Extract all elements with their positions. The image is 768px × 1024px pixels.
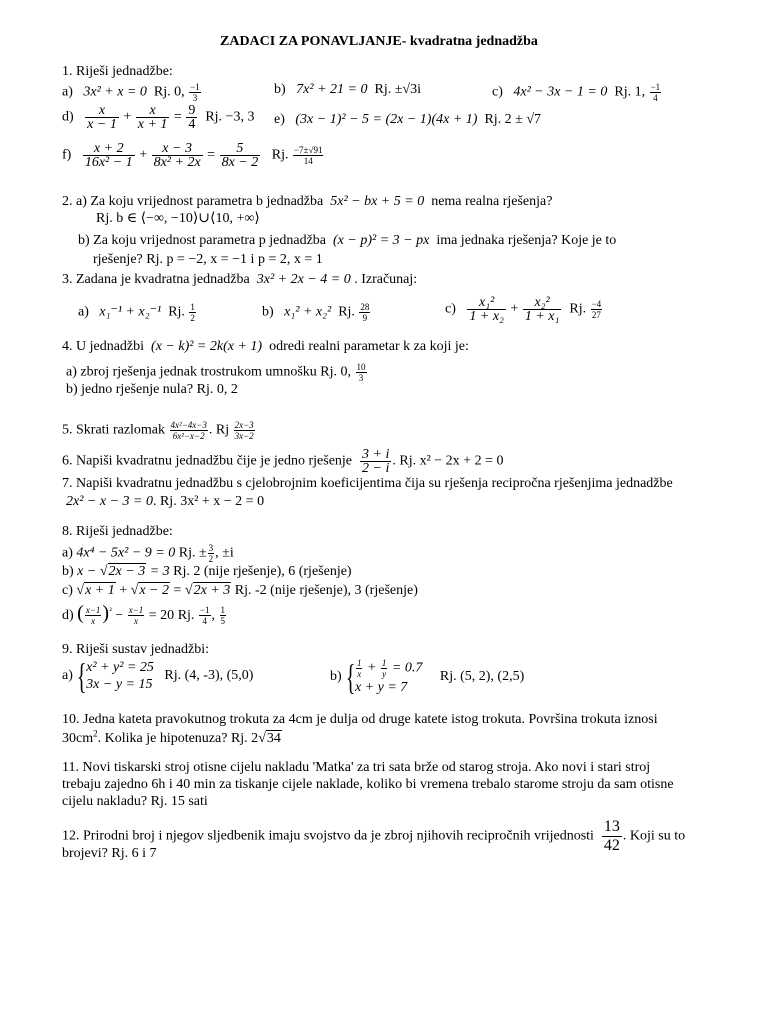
numerator: x₂² <box>523 296 562 310</box>
denominator: 1 + x₂ <box>469 309 504 324</box>
question-text: 12. Prirodni broj i njegov sljedbenik imaju svojstvo da je zbroj njihovih recipročnih vrijednosti <box>62 828 594 844</box>
numerator: x <box>136 104 170 118</box>
answer-fraction <box>591 299 603 320</box>
answer-fraction <box>650 82 662 103</box>
numerator: 10 <box>356 362 366 372</box>
label-d: d) <box>62 109 74 125</box>
fraction <box>85 605 102 626</box>
problem-2b-answer: rješenje? Rj. p = −2, x = −1 i p = 2, x = 1 <box>93 252 323 267</box>
answer: . Rj. 3x² + x − 2 = 0 <box>152 494 265 509</box>
label-f: f) <box>62 147 72 163</box>
problem-10-line1: 10. Jedna kateta pravokutnog trokuta za 4cm je dulja od druge katete istog trokuta. Površina trokuta iznosi <box>62 712 658 727</box>
exponent: 2 <box>93 728 98 739</box>
answer-fraction <box>356 362 367 383</box>
numerator: 1 <box>190 302 195 312</box>
text: . Kolika je hipotenuza? Rj. 2 <box>97 731 259 746</box>
fraction <box>186 104 197 131</box>
label-c: c) <box>492 84 503 100</box>
answer: Rj. <box>177 608 198 623</box>
problem-4b: b) jedno rješenje nula? Rj. 0, 2 <box>66 382 238 397</box>
radicand: x − 2 <box>139 583 170 598</box>
answer: Rj. 2 (nije rješenje), 6 (rješenje) <box>173 564 352 579</box>
numerator: x−1 <box>128 605 144 616</box>
equation-1: x² + y² = 25 <box>86 660 154 675</box>
fraction <box>128 605 145 626</box>
problem-9b <box>330 658 524 696</box>
numerator: −7±√91 <box>293 145 323 155</box>
radicand: 2x − 3 <box>108 564 146 579</box>
denominator: 3 <box>358 373 364 383</box>
problem-8a <box>62 543 234 564</box>
numerator: 4x²−4x−3 <box>170 420 207 430</box>
fraction <box>356 658 363 679</box>
label-b: b) <box>274 82 286 97</box>
equals: = 20 <box>145 608 175 623</box>
fraction <box>220 142 261 169</box>
question-tail: . Izračunaj: <box>354 272 418 287</box>
numerator: 3 <box>208 543 214 553</box>
equation: 4x⁴ − 5x² − 9 = 0 <box>76 545 176 561</box>
answer: Rj. 0, <box>153 84 189 100</box>
problem-11-line1: 11. Novi tiskarski stroj otisne cijelu nakladu 'Matka' za tri sata brže od starog stroja. Ako novi i stari stroj <box>62 760 651 775</box>
question-text: 3. Zadana je kvadratna jednadžba <box>62 272 250 287</box>
system <box>86 659 154 693</box>
plus-sign: + <box>115 583 131 598</box>
problem-7-line2 <box>66 494 264 510</box>
equation: 2x² − x − 3 = 0 <box>66 494 153 509</box>
numerator: 28 <box>360 302 370 312</box>
brace-icon: { <box>345 657 356 697</box>
denominator: 8x − 2 <box>221 155 259 170</box>
problem-9a <box>62 658 253 694</box>
numerator: 2x−3 <box>234 420 254 430</box>
label-c: c) <box>62 583 73 598</box>
numerator: −4 <box>591 299 602 309</box>
denominator: 8x² + 2x <box>153 155 201 170</box>
denominator: y <box>382 669 387 679</box>
question-tail: ima jednaka rješenja? Koje je to <box>436 233 617 248</box>
denominator: 1 + x₁ <box>524 309 560 324</box>
answer: Rj. -2 (nije rješenje), 3 (rješenje) <box>234 583 418 598</box>
denominator: 3x−2 <box>234 431 254 441</box>
plus-sign: + <box>139 147 148 163</box>
answer-fraction <box>208 543 215 564</box>
problem-1b <box>274 82 421 98</box>
problem-2b <box>78 233 616 249</box>
answer-fraction <box>234 420 255 441</box>
denominator: x <box>133 616 138 627</box>
expression: x₁² + x₂² <box>284 304 332 320</box>
answer: Rj. ± <box>178 545 207 561</box>
label-b: b) <box>262 304 274 320</box>
problem-3c <box>445 296 603 323</box>
denominator: x <box>357 669 362 679</box>
numerator: −1 <box>190 82 200 92</box>
equation: 3x² + x = 0 <box>83 84 147 100</box>
problem-1f <box>62 142 324 169</box>
numerator: x₁² <box>467 296 506 310</box>
question-text: 2. a) Za koju vrijednost parametra b jednadžba <box>62 194 324 209</box>
numerator: x − 3 <box>152 142 203 156</box>
problem-1d <box>62 104 254 131</box>
denominator: x − 1 <box>87 117 117 132</box>
denominator: 2 − i <box>362 461 390 476</box>
answer: Rj. <box>168 304 189 320</box>
answer: . Rj. x² − 2x + 2 = 0 <box>392 453 504 469</box>
answer-fraction <box>293 145 323 166</box>
label-a: a) <box>62 545 73 561</box>
numerator: x + 2 <box>83 142 135 156</box>
numerator: −1 <box>199 605 210 616</box>
equation: 7x² + 21 = 0 <box>296 82 368 97</box>
problem-10-line2: $30cm^2$. Kolika je hipotenuza? Rj. 2√34 <box>62 728 281 746</box>
problem-2a-answer: Rj. b ∈ ⟨−∞, −10⟩∪⟨10, +∞⟩ <box>96 211 260 226</box>
equals-value: = 0.7 <box>391 660 423 676</box>
plus-sign: + <box>123 109 132 125</box>
problem-7-line1: 7. Napiši kvadratnu jednadžbu s cjelobrojnim koeficijentima čija su rješenja recipročna rješenjima jednadžbe <box>62 476 673 491</box>
problem-5 <box>62 420 256 441</box>
equals-sign: = <box>207 147 216 163</box>
radicand: 34 <box>266 731 281 746</box>
denominator: 16x² − 1 <box>84 155 133 170</box>
numerator: −1 <box>650 82 661 92</box>
fraction <box>381 658 388 679</box>
text: 30cm <box>62 731 94 746</box>
fraction <box>85 104 119 131</box>
numerator: 3 + i <box>362 447 390 462</box>
label-b: b) <box>330 669 342 685</box>
numerator: 1 <box>220 605 225 616</box>
question-text: 6. Napiši kvadratnu jednadžbu čije je jedno rješenje <box>62 453 353 469</box>
numerator: 1 <box>356 658 362 668</box>
equation: (3x − 1)² − 5 = (2x − 1)(4x + 1) <box>295 112 478 127</box>
problem-1a <box>62 82 202 103</box>
fraction <box>602 818 622 855</box>
question-text: 5. Skrati razlomak <box>62 422 166 438</box>
equation-2: x + y = 7 <box>354 680 408 695</box>
denominator: 6x²−x−2 <box>172 431 205 441</box>
plus-sign: + <box>510 301 519 317</box>
numerator: x−1 <box>85 605 101 616</box>
denominator: 2 <box>190 313 195 323</box>
answer-fraction <box>359 302 370 323</box>
denominator: 4 <box>188 117 196 132</box>
question-text: 4. U jednadžbi <box>62 339 145 354</box>
answer: Rj. 1, <box>614 84 649 100</box>
equals-sign: = <box>173 109 182 125</box>
answer: Rj. ±√3i <box>374 82 421 97</box>
equation: (x − k)² = 2k(x + 1) <box>151 339 263 354</box>
radicand: x + 1 <box>85 583 115 598</box>
answer-fraction <box>199 605 211 626</box>
answer: Rj. −3, 3 <box>205 109 255 125</box>
numerator: 9 <box>188 103 196 118</box>
problem-12-line2: brojevi? Rj. 6 i 7 <box>62 846 157 861</box>
denominator: 4 <box>202 616 207 627</box>
denominator: 9 <box>362 313 368 323</box>
brace-icon: { <box>76 656 87 696</box>
answer: Rj. <box>271 147 292 163</box>
denominator: 27 <box>591 310 601 320</box>
question-tail: nema realna rješenja? <box>431 194 553 209</box>
denominator: 3 <box>192 93 198 103</box>
problem-1e <box>274 112 541 128</box>
denominator: 4 <box>653 93 658 103</box>
answer-label: . Rj <box>208 422 230 438</box>
denominator: x + 1 <box>137 117 168 132</box>
denominator: 5 <box>220 616 225 627</box>
equation: 5x² − bx + 5 = 0 <box>330 194 425 209</box>
exponent: ² <box>109 605 112 616</box>
equals-sign: = <box>170 583 185 598</box>
equation-2: 3x − y = 15 <box>86 677 153 692</box>
equation: 3x² + 2x − 4 = 0 <box>256 272 351 287</box>
label-b: b) <box>62 564 74 579</box>
equation-part: = 3 <box>146 564 170 579</box>
separator: , <box>211 608 219 623</box>
problem-6 <box>62 448 503 475</box>
denominator: 42 <box>603 837 620 854</box>
equation: (x − p)² = 3 − px <box>333 233 430 248</box>
answer: Rj. 2 ± √7 <box>484 112 542 127</box>
answer: Rj. <box>338 304 359 320</box>
denominator: 14 <box>303 156 313 166</box>
problem-4a <box>66 362 368 383</box>
fraction <box>136 104 170 131</box>
label-e: e) <box>274 112 285 127</box>
problem-8c: c) √x + 1 + √x − 2 = √2x + 3 Rj. -2 (nije rješenje), 3 (rješenje) <box>62 583 418 598</box>
problem-2a <box>62 194 552 210</box>
problem-3a <box>78 302 197 323</box>
numerator: 1 <box>381 658 387 668</box>
problem-4-heading <box>62 339 469 355</box>
problem-1c <box>492 82 662 103</box>
numerator: 13 <box>603 818 620 835</box>
question-text: b) Za koju vrijednost parametra p jednadžba <box>78 233 327 248</box>
equation: 4x² − 3x − 1 = 0 <box>513 84 608 100</box>
answer-tail: , ±i <box>215 545 234 561</box>
question-text: a) zbroj rješenja jednak trostrukom umnošku Rj. 0, <box>66 364 355 380</box>
fraction <box>170 420 208 441</box>
denominator: x <box>91 616 96 627</box>
equation-1: $\frac{1}{x}$ + $\frac{1}{y}$ = 0.7 <box>356 658 423 679</box>
answer: Rj. (4, -3), (5,0) <box>164 668 254 684</box>
problem-3-heading <box>62 272 417 288</box>
problem-8-heading: 8. Riješi jednadžbe: <box>62 524 173 539</box>
system <box>355 658 422 696</box>
label-c: c) <box>445 301 456 317</box>
page-title: ZADACI ZA PONAVLJANJE- kvadratna jednadžba <box>220 34 538 49</box>
label-a: a) <box>78 304 89 320</box>
answer-fraction <box>189 82 201 103</box>
problem-11-line3: cijelu nakladu? Rj. 15 sati <box>62 794 208 809</box>
fraction <box>467 296 506 323</box>
answer-fraction <box>189 302 196 323</box>
answer-fraction <box>220 605 227 626</box>
numerator: x <box>85 104 119 118</box>
label-a: a) <box>62 84 73 100</box>
answer: Rj. (5, 2), (2,5) <box>439 669 525 685</box>
expression: x₁⁻¹ + x₂⁻¹ <box>99 304 162 320</box>
denominator: 2 <box>208 554 214 564</box>
equation-part: x − <box>77 564 100 579</box>
problem-9-heading: 9. Riješi sustav jednadžbi: <box>62 642 209 657</box>
minus-sign: − <box>111 608 127 623</box>
fraction <box>83 142 135 169</box>
fraction <box>360 448 391 475</box>
problem-8d: d) ( $\frac{x-1}{x}$ )$^{^2}$ − $\frac{x-1}{x}$ = 20 Rj. $\frac{-1}{4}$ , $\frac{1}{5}$ <box>62 602 225 627</box>
problem-3b <box>262 302 371 323</box>
problem-8b: b) x − √2x − 3 = 3 Rj. 2 (nije rješenje), 6 (rješenje) <box>62 564 352 579</box>
fraction <box>152 142 203 169</box>
label-a: a) <box>62 668 73 684</box>
fraction <box>523 296 562 323</box>
numerator: 5 <box>220 142 261 156</box>
problem-1-heading: 1. Riješi jednadžbe: <box>62 64 173 79</box>
question-tail: odredi realni parametar k za koji je: <box>269 339 469 354</box>
problem-11-line2: trebaju zajedno 6h i 40 min za tiskanje cijele naklade, koliko bi vremena trebalo starome stroju da sam otisne <box>62 777 674 792</box>
radicand: 2x + 3 <box>193 583 231 598</box>
label-d: d) <box>62 608 74 623</box>
question-tail: . Koji su to <box>622 828 686 844</box>
answer: Rj. <box>569 301 590 317</box>
